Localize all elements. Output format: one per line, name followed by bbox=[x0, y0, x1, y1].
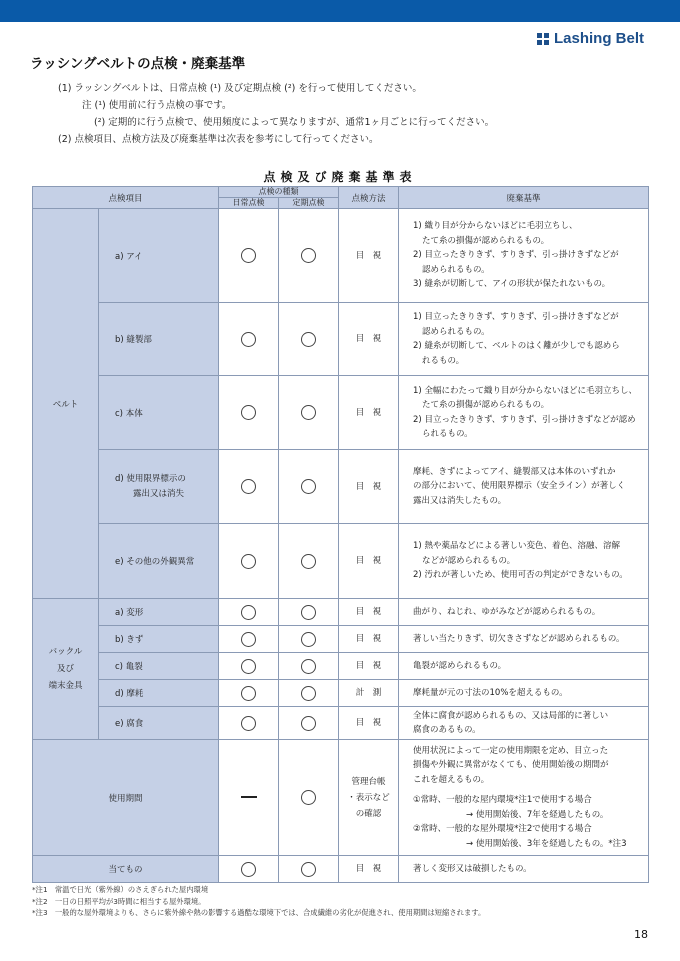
daily-check bbox=[219, 680, 279, 707]
page-title: ラッシングベルトの点検・廃棄基準 bbox=[30, 56, 246, 72]
group-label: ベルト bbox=[52, 399, 79, 410]
periodic-check bbox=[279, 450, 339, 524]
circle-mark bbox=[301, 686, 316, 701]
daily-check bbox=[219, 707, 279, 740]
criteria-cell bbox=[399, 680, 649, 707]
criteria-line: → 使用開始後、3年を経過したもの。*注3 bbox=[466, 838, 627, 849]
criteria-cell bbox=[399, 303, 649, 376]
circle-mark bbox=[301, 248, 316, 263]
method-text: 目 視 bbox=[355, 634, 382, 644]
criteria-line: 認められるもの。 bbox=[422, 326, 490, 337]
method-cell bbox=[339, 653, 399, 680]
header-method: 点検方法 bbox=[339, 187, 399, 209]
criteria-cell bbox=[399, 856, 649, 883]
criteria-cell bbox=[399, 599, 649, 626]
daily-check bbox=[219, 524, 279, 599]
header-periodic: 定期点検 bbox=[279, 198, 339, 209]
criteria-line: 摩耗量が元の寸法の10%を超えるもの。 bbox=[413, 687, 568, 698]
inspection-item bbox=[99, 599, 219, 626]
daily-check bbox=[219, 376, 279, 450]
method-text: 目 視 bbox=[355, 661, 382, 671]
criteria-line: たて糸の損傷が認められるもの。 bbox=[422, 235, 550, 246]
item-label: d) 摩耗 bbox=[115, 689, 144, 699]
criteria-line: 3) 縫糸が切断して、アイの形状が保たれないもの。 bbox=[413, 279, 611, 290]
periodic-check bbox=[279, 524, 339, 599]
item-label: a) 変形 bbox=[115, 608, 144, 618]
criteria-line: 摩耗、きずによってアイ、縫製部又は本体のいずれか bbox=[413, 466, 616, 477]
periodic-check bbox=[279, 680, 339, 707]
footnote: *注3 一般的な屋外環境よりも、さらに紫外線や熱の影響する過酷な環境下では、合成繊維の劣化が促進され、使用期間は短縮されます。 bbox=[32, 908, 486, 917]
inspection-item bbox=[99, 653, 219, 680]
criteria-line: 1) 熱や薬品などによる著しい変色、着色、溶融、溶解 bbox=[413, 541, 620, 552]
table-row bbox=[33, 209, 649, 303]
method-cell bbox=[339, 599, 399, 626]
table-row bbox=[33, 707, 649, 740]
item-label-line: 露出又は消失 bbox=[133, 488, 185, 499]
circle-mark bbox=[301, 554, 316, 569]
inspection-table bbox=[32, 186, 649, 883]
item-label-line: d) 使用限界標示の bbox=[115, 473, 186, 484]
circle-mark bbox=[241, 248, 256, 263]
criteria-line: たて糸の損傷が認められるもの。 bbox=[422, 400, 550, 410]
method-text: 目 視 bbox=[355, 481, 382, 492]
circle-mark bbox=[241, 332, 256, 347]
circle-mark bbox=[241, 605, 256, 620]
periodic-check bbox=[279, 653, 339, 680]
circle-mark bbox=[241, 686, 256, 701]
inspection-item bbox=[99, 209, 219, 303]
circle-mark bbox=[301, 659, 316, 674]
criteria-line: 著しく変形又は破損したもの。 bbox=[413, 863, 532, 874]
table-row bbox=[33, 376, 649, 450]
criteria-cell bbox=[399, 450, 649, 524]
criteria-cell bbox=[399, 626, 649, 653]
daily-check bbox=[219, 209, 279, 303]
criteria-line: られるもの。 bbox=[422, 429, 473, 439]
circle-mark bbox=[301, 790, 316, 805]
group-label-line: バックル bbox=[48, 646, 83, 657]
brand-squares-icon bbox=[537, 33, 549, 45]
footnote: *注1 常温で日光（紫外線）のさえぎられた屋内環境 bbox=[32, 885, 209, 894]
criteria-line: 露出又は消失したもの。 bbox=[413, 495, 507, 506]
item-label: b) きず bbox=[115, 635, 144, 645]
circle-mark bbox=[301, 862, 316, 877]
top-color-bar bbox=[0, 0, 680, 22]
criteria-line: 2) 目立ったきりきず、すりきず、引っ掛けきずなどが bbox=[413, 250, 619, 261]
header-criteria: 廃棄基準 bbox=[399, 187, 649, 209]
item-label: c) 亀裂 bbox=[115, 662, 143, 672]
criteria-line: 2) 縫糸が切断して、ベルトのはく離が少しでも認めら bbox=[413, 341, 620, 351]
intro-text bbox=[58, 80, 494, 148]
inspection-item bbox=[99, 707, 219, 740]
item-label: 使用期間 bbox=[108, 793, 143, 804]
table-row bbox=[33, 653, 649, 680]
method-text: 目 視 bbox=[355, 607, 382, 617]
periodic-check bbox=[279, 303, 339, 376]
method-text: 目 視 bbox=[355, 864, 382, 874]
method-cell bbox=[339, 524, 399, 599]
criteria-line: 損傷や外観に異常がなくても、使用開始後の期間が bbox=[413, 760, 609, 771]
criteria-cell bbox=[399, 707, 649, 740]
method-cell bbox=[339, 450, 399, 524]
item-protector bbox=[33, 856, 219, 883]
periodic-check bbox=[279, 856, 339, 883]
periodic-check bbox=[279, 707, 339, 740]
criteria-cell bbox=[399, 376, 649, 450]
footnotes bbox=[32, 884, 485, 919]
group-label-line: 端末金具 bbox=[48, 680, 83, 691]
inspection-item bbox=[99, 626, 219, 653]
inspection-item bbox=[99, 450, 219, 524]
daily-check bbox=[219, 303, 279, 376]
method-text: 管理台帳 bbox=[351, 776, 386, 787]
method-cell bbox=[339, 376, 399, 450]
criteria-line: 1) 全幅にわたって織り目が分からないほどに毛羽立ちし、 bbox=[413, 385, 637, 396]
group-belt bbox=[33, 209, 99, 599]
brand-logo bbox=[537, 30, 644, 47]
item-label: e) 腐食 bbox=[115, 719, 144, 729]
criteria-line: ②常時、一般的な屋外環境*注2で使用する場合 bbox=[413, 824, 592, 835]
item-label: b) 縫製部 bbox=[115, 335, 152, 345]
criteria-cell bbox=[399, 209, 649, 303]
brand-name: Lashing Belt bbox=[553, 30, 644, 47]
table-row bbox=[33, 599, 649, 626]
method-cell bbox=[339, 707, 399, 740]
method-cell bbox=[339, 680, 399, 707]
criteria-line: → 使用開始後、7年を経過したもの。 bbox=[466, 809, 609, 820]
circle-mark bbox=[241, 716, 256, 731]
criteria-line: これを超えるもの。 bbox=[413, 774, 490, 785]
circle-mark bbox=[241, 862, 256, 877]
inspection-item bbox=[99, 524, 219, 599]
method-text: 計 測 bbox=[355, 688, 382, 698]
dash-mark bbox=[241, 796, 257, 798]
daily-check bbox=[219, 626, 279, 653]
inspection-item bbox=[99, 376, 219, 450]
daily-check bbox=[219, 599, 279, 626]
circle-mark bbox=[241, 632, 256, 647]
daily-check bbox=[219, 653, 279, 680]
criteria-line: 曲がり、ねじれ、ゆがみなどが認められるもの。 bbox=[413, 606, 601, 617]
criteria-line: 全体に腐食が認められるもの、又は局部的に著しい bbox=[413, 710, 609, 721]
criteria-line: 著しい当たりきず、切欠きさずなどが認められるもの。 bbox=[413, 633, 625, 644]
inspection-item bbox=[99, 303, 219, 376]
circle-mark bbox=[301, 405, 316, 420]
inspection-item bbox=[99, 680, 219, 707]
header-kind: 点検の種類 bbox=[219, 187, 339, 198]
criteria-line: ①常時、一般的な屋内環境*注1で使用する場合 bbox=[413, 795, 592, 806]
header-item: 点検項目 bbox=[33, 187, 219, 209]
circle-mark bbox=[241, 405, 256, 420]
criteria-line: 認められるもの。 bbox=[422, 264, 490, 275]
periodic-check bbox=[279, 376, 339, 450]
intro-note-1: 注 (¹) 使用前に行う点検の事です。 bbox=[82, 100, 232, 111]
circle-mark bbox=[241, 659, 256, 674]
table-row bbox=[33, 303, 649, 376]
criteria-line: の部分において、使用限界標示（安全ライン）が著しく bbox=[413, 481, 626, 492]
table-row bbox=[33, 524, 649, 599]
method-cell bbox=[339, 209, 399, 303]
table-row bbox=[33, 680, 649, 707]
item-label: a) アイ bbox=[115, 251, 143, 262]
criteria-cell bbox=[399, 524, 649, 599]
item-label: e) その他の外観異常 bbox=[115, 557, 195, 567]
circle-mark bbox=[301, 605, 316, 620]
circle-mark bbox=[241, 479, 256, 494]
periodic-check bbox=[279, 209, 339, 303]
criteria-line: 亀裂が認められるもの。 bbox=[413, 660, 507, 671]
criteria-line: 1) 目立ったきりきず、すりきず、引っ掛けきずなどが bbox=[413, 312, 619, 322]
method-text: の確認 bbox=[355, 808, 382, 819]
method-cell bbox=[339, 626, 399, 653]
criteria-line: 2) 汚れが著しいため、使用可否の判定ができないもの。 bbox=[413, 570, 628, 581]
periodic-check bbox=[279, 740, 339, 856]
criteria-line: 使用状況によって一定の使用期限を定め、目立った bbox=[413, 745, 609, 756]
table-row bbox=[33, 740, 649, 856]
method-text: 目 視 bbox=[355, 250, 382, 261]
method-cell bbox=[339, 856, 399, 883]
method-text: 目 視 bbox=[355, 556, 382, 566]
item-label: 当てもの bbox=[108, 865, 143, 875]
periodic-check bbox=[279, 626, 339, 653]
criteria-cell bbox=[399, 653, 649, 680]
intro-line: (2) 点検項目、点検方法及び廃棄基準は次表を参考にして行ってください。 bbox=[58, 134, 379, 145]
circle-mark bbox=[301, 479, 316, 494]
circle-mark bbox=[301, 632, 316, 647]
table-row bbox=[33, 856, 649, 883]
method-cell bbox=[339, 303, 399, 376]
footnote: *注2 一日の日照平均が3時間に相当する屋外環境。 bbox=[32, 896, 206, 906]
group-label-line: 及び bbox=[56, 663, 74, 674]
circle-mark bbox=[241, 554, 256, 569]
item-period bbox=[33, 740, 219, 856]
criteria-line: れるもの。 bbox=[422, 355, 465, 366]
method-cell bbox=[339, 740, 399, 856]
table-title: 点検及び廃棄基準表 bbox=[263, 170, 417, 184]
method-text: 目 視 bbox=[355, 407, 382, 418]
table-row bbox=[33, 450, 649, 524]
daily-check bbox=[219, 450, 279, 524]
circle-mark bbox=[301, 716, 316, 731]
item-label: c) 本体 bbox=[115, 408, 143, 419]
group-buckle bbox=[33, 599, 99, 740]
method-text: 目 視 bbox=[355, 718, 382, 728]
method-text: 目 視 bbox=[355, 334, 382, 344]
page-number: 18 bbox=[634, 928, 648, 941]
criteria-line: 1) 織り目が分からないほどに毛羽立ちし、 bbox=[413, 221, 578, 232]
periodic-check bbox=[279, 599, 339, 626]
intro-line: (1) ラッシングベルトは、日常点検 (¹) 及び定期点検 (²) を行って使用してください。 bbox=[58, 83, 422, 94]
criteria-line: 腐食のあるもの。 bbox=[413, 725, 481, 735]
daily-check bbox=[219, 740, 279, 856]
header-daily: 日常点検 bbox=[219, 198, 279, 209]
circle-mark bbox=[301, 332, 316, 347]
table-row bbox=[33, 626, 649, 653]
daily-check bbox=[219, 856, 279, 883]
criteria-line: などが認められるもの。 bbox=[422, 555, 516, 566]
criteria-cell bbox=[399, 740, 649, 856]
criteria-line: 2) 目立ったきりきず、すりきず、引っ掛けきずなどが認め bbox=[413, 414, 636, 425]
intro-note-2: (²) 定期的に行う点検で、使用頻度によって異なりますが、通常1ヶ月ごとに行ってください。 bbox=[94, 117, 495, 128]
method-text: ・表示など bbox=[347, 792, 390, 803]
